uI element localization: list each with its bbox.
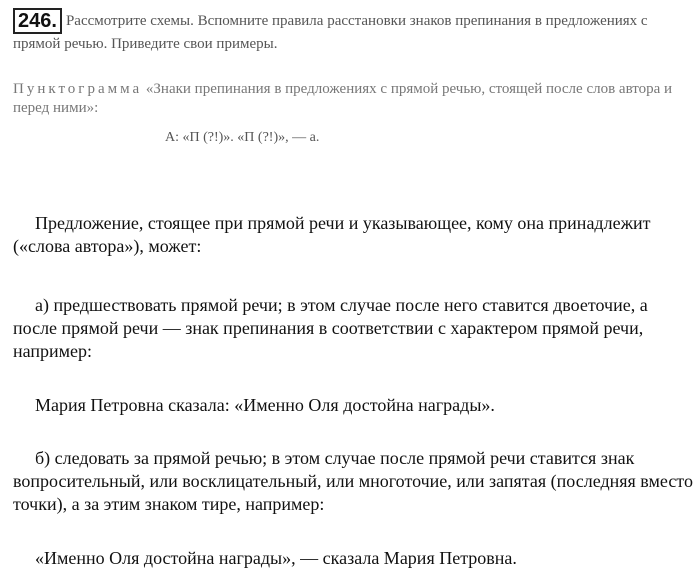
task-header xyxy=(13,8,693,55)
rule-intro: Предложение, стоящее при прямой речи и указывающее, кому она принадлежит («слова автора»), может: xyxy=(13,213,651,256)
punctuation-scheme: А: «П (?!)». «П (?!)», — а. xyxy=(165,130,320,145)
rule-example-a: Мария Петровна сказала: «Именно Оля достойна награды». xyxy=(35,395,495,415)
punctogram-text: «Знаки препинания в предложениях с прямой речью, стоящей после слов автора и перед ними»: xyxy=(13,81,673,116)
rule-point-b: б) следовать за прямой речью; в этом случае после прямой речи ставится знак вопросительный, или восклицательный, или многоточие, или запятая (последняя вместо точки), а за этим знаком тире, например: xyxy=(13,448,693,514)
punctogram-label: Пунктограмма xyxy=(13,81,143,97)
punctogram-block xyxy=(13,80,693,118)
task-instruction: Рассмотрите схемы. Вспомните правила расстановки знаков препинания в предложениях с прямой речью. Приведите свои примеры. xyxy=(13,13,648,52)
task-number: 246. xyxy=(13,8,62,34)
rule-example-b: «Именно Оля достойна награды», — сказала Мария Петровна. xyxy=(35,548,517,568)
rule-point-a: а) предшествовать прямой речи; в этом случае после него ставится двоеточие, а после прямой речи — знак препинания в соответствии с характером прямой речи, например: xyxy=(13,295,648,361)
